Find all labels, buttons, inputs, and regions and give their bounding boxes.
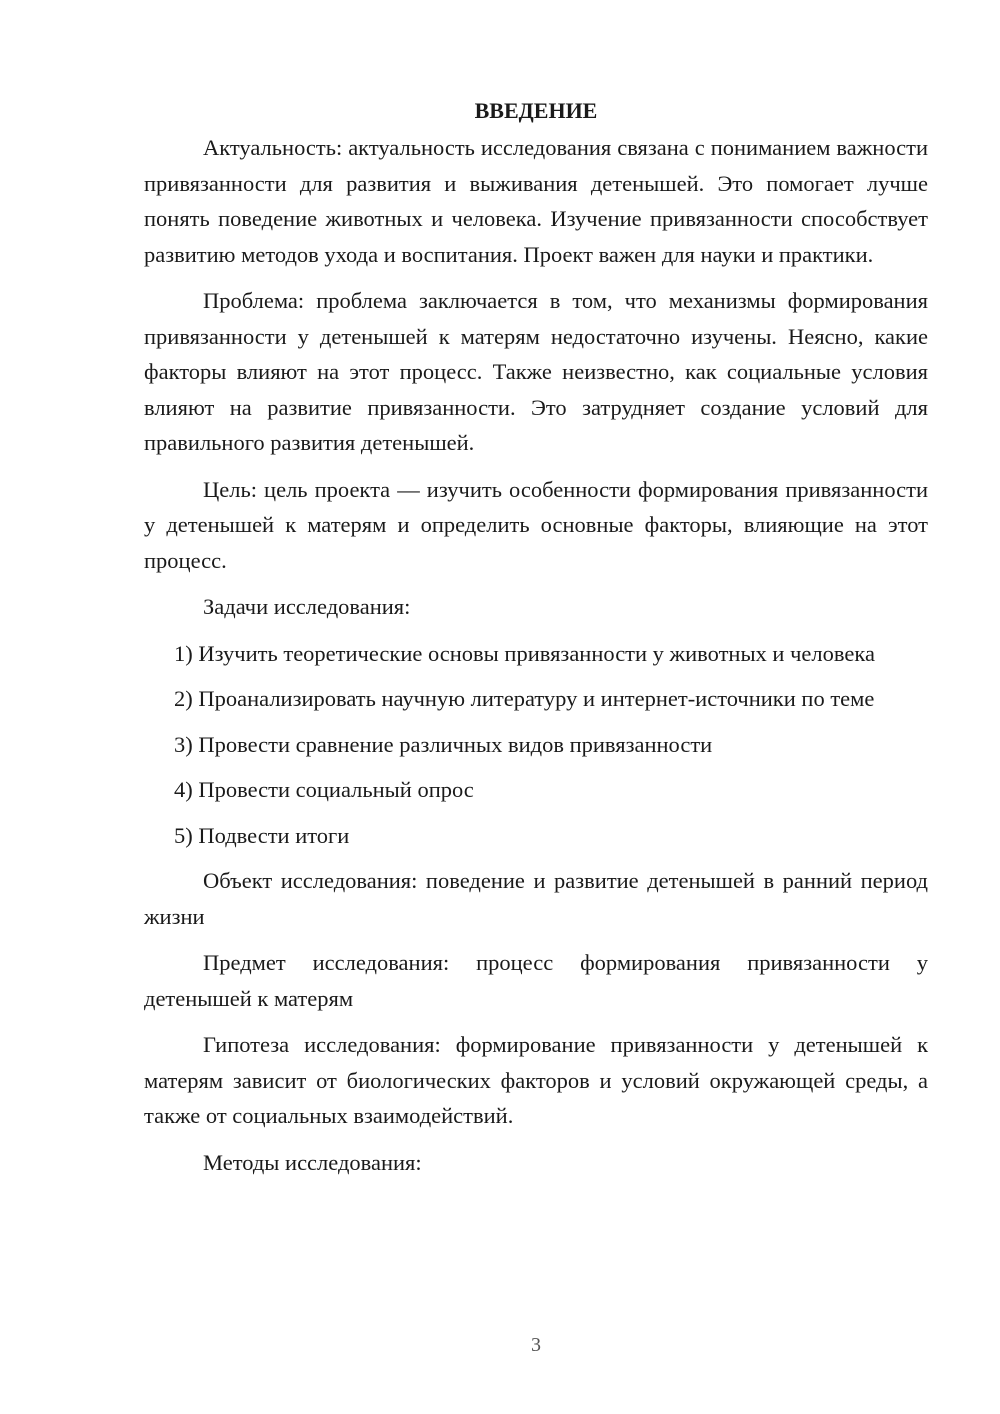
tasks-heading: Задачи исследования: <box>203 594 411 619</box>
paragraph-goal: Цель: цель проекта — изучить особенности формирования привязанности у детенышей к матерям и определить основные факторы, влияющие на этот процесс. <box>144 476 928 573</box>
paragraph-relevance: Актуальность: актуальность исследования связана с пониманием важности привязанности для развития и выживания детенышей. Это помогает лучше понять поведение животных и человека. Изучение привязанности способствует развитию методов ухода и воспитания. Проект важен для науки и практики. <box>144 135 928 267</box>
page-number: 3 <box>531 1334 541 1356</box>
task-item-4: 4) Провести социальный опрос <box>174 777 474 802</box>
task-item-5: 5) Подвести итоги <box>174 822 350 848</box>
paragraph-hypothesis: Гипотеза исследования: формирование привязанности у детенышей к матерям зависит от биологических факторов и условий окружающей среды, а также от социальных взаимодействий. <box>144 1032 928 1128</box>
task-item-1: 1) Изучить теоретические основы привязанности у животных и человека <box>174 640 875 666</box>
page-title: ВВЕДЕНИЕ <box>474 98 598 123</box>
methods-heading: Методы исследования: <box>203 1149 422 1175</box>
paragraph-subject: Предмет исследования: процесс формирования привязанности у детенышей к матерям <box>144 950 928 1011</box>
task-item-2: 2) Проанализировать научную литературу и интернет-источники по теме <box>174 686 875 711</box>
paragraph-object: Объект исследования: поведение и развитие детенышей в ранний период жизни <box>144 868 928 929</box>
document-page <box>144 96 928 1191</box>
task-item-3: 3) Провести сравнение различных видов привязанности <box>174 731 713 757</box>
paragraph-problem: Проблема: проблема заключается в том, что механизмы формирования привязанности у детенышей к матерям недостаточно изучены. Неясно, какие факторы влияют на этот процесс. Также неизвестно, как социальные условия влияют на развитие привязанности. Это затрудняет создание условий для правильного развития детенышей. <box>144 288 928 455</box>
